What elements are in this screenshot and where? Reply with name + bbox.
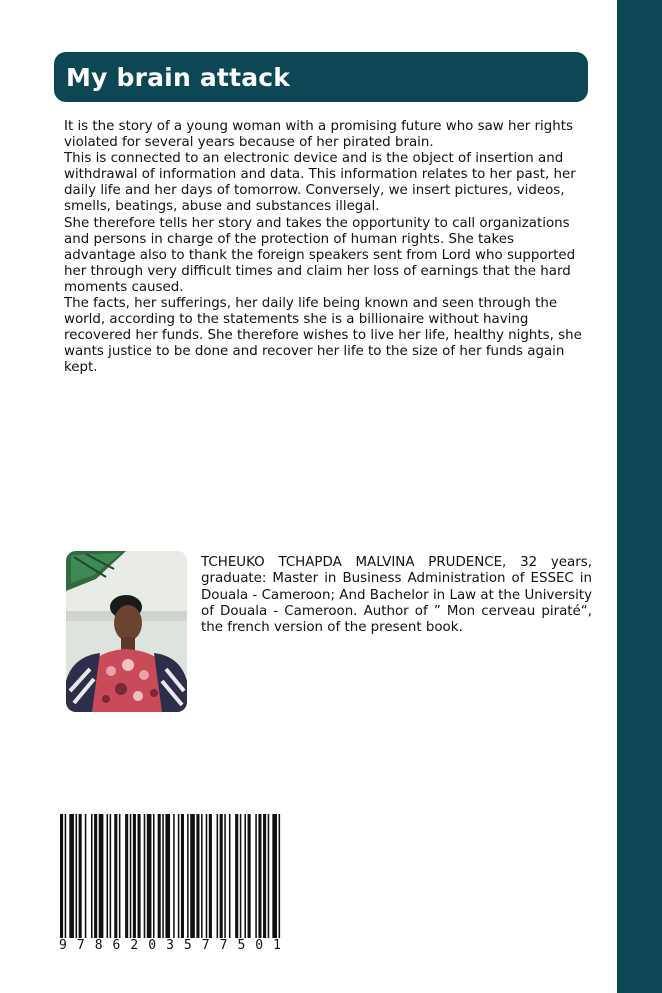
barcode-bar [173, 814, 175, 938]
barcode-bar [178, 814, 180, 938]
author-photo [66, 551, 187, 712]
book-title: My brain attack [66, 62, 291, 92]
barcode-bar [79, 814, 82, 938]
summary-paragraph: The facts, her sufferings, her daily life being known and seen through the world, according to the statements she is a billionaire without having recovered her funds. She therefore wishes to live her life, healthy nights, she wants justice to be done and recover her life to the size of her funds again kept. [64, 296, 582, 376]
barcode-bar [69, 814, 74, 938]
book-summary [64, 119, 584, 377]
summary-paragraph: This is connected to an electronic device and is the object of insertion and withdrawal of information and data. This information relates to her past, her daily life and her days of tomorrow. Conversely, we insert pictures, videos, smells, beatings, abuse and substances illegal. [64, 151, 576, 215]
summary-paragraph: She therefore tells her story and takes the opportunity to call organizations and persons in charge of the protection of human rights. She takes advantage also to thank the foreign speakers sent from Lord who supported her through very difficult times and claim her loss of earnings that the hard moments caused. [64, 215, 576, 295]
barcode-bar [138, 814, 141, 938]
barcode-bar [244, 814, 246, 938]
isbn-digit: 3 [166, 938, 174, 953]
barcode-bar [272, 814, 277, 938]
isbn-digit: 7 [219, 938, 228, 953]
isbn-digit: 2 [130, 938, 139, 953]
barcode-bar [255, 814, 257, 938]
barcode-bar [248, 814, 251, 938]
barcode-bar [206, 814, 208, 938]
barcode-bar [94, 814, 97, 938]
isbn-digit: 0 [148, 938, 157, 953]
barcode-bar [130, 814, 132, 938]
barcode-bar [119, 814, 121, 938]
barcode-bar [229, 814, 231, 938]
isbn-digit: 6 [112, 938, 121, 953]
isbn-barcode [56, 814, 284, 958]
barcode-bar [181, 814, 184, 938]
barcode-bar [125, 814, 128, 938]
barcode-bar [201, 814, 203, 938]
isbn-digit: 8 [94, 938, 103, 953]
isbn-digit: 7 [201, 938, 210, 953]
barcode-bar [133, 814, 136, 938]
book-spine [617, 0, 662, 993]
barcode-bar [268, 814, 270, 938]
isbn-digits [56, 938, 284, 953]
barcode-bar [165, 814, 170, 938]
barcode-bar [240, 814, 242, 938]
barcode-bar [258, 814, 261, 938]
barcode-bar [235, 814, 238, 938]
summary-paragraph: It is the story of a young woman with a promising future who saw her rights violated for several years because of her pirated brain. [64, 119, 573, 151]
barcode-bar [76, 814, 78, 938]
isbn-digit: 5 [183, 938, 192, 953]
barcode-bar [147, 814, 152, 938]
isbn-digit: 1 [273, 938, 281, 953]
isbn-digit: 0 [255, 938, 264, 953]
barcode-bar [107, 814, 109, 938]
barcode-bar [196, 814, 199, 938]
barcode-bar [217, 814, 219, 938]
barcode-bar [220, 814, 223, 938]
barcode-bar [85, 814, 87, 938]
barcode-bar [187, 814, 189, 938]
barcode-bar [153, 814, 155, 938]
barcode-bar [279, 814, 281, 938]
barcode-bar [60, 814, 63, 938]
isbn-digit: 7 [76, 938, 85, 953]
barcode-bar [158, 814, 161, 938]
barcode-bar [91, 814, 93, 938]
barcode-bar [224, 814, 226, 938]
title-banner [54, 52, 588, 102]
author-bio: TCHEUKO TCHAPDA MALVINA PRUDENCE, 32 years, graduate: Master in Business Administration of ESSEC in Douala - Cameroon; And Bachelor in Law at the University of Douala - Cameroon. Author of ” Mon cerveau piraté“, the french version of the present book. [201, 555, 592, 636]
barcode-bar [209, 814, 212, 938]
barcode-bar [114, 814, 117, 938]
barcode-bar [110, 814, 112, 938]
barcode-bar [263, 814, 266, 938]
isbn-digit: 9 [59, 938, 67, 953]
barcode-bar [162, 814, 164, 938]
barcode-bar [99, 814, 104, 938]
barcode-bar [144, 814, 146, 938]
barcode-bar [65, 814, 67, 938]
isbn-digit: 5 [237, 938, 246, 953]
barcode-bar [190, 814, 195, 938]
